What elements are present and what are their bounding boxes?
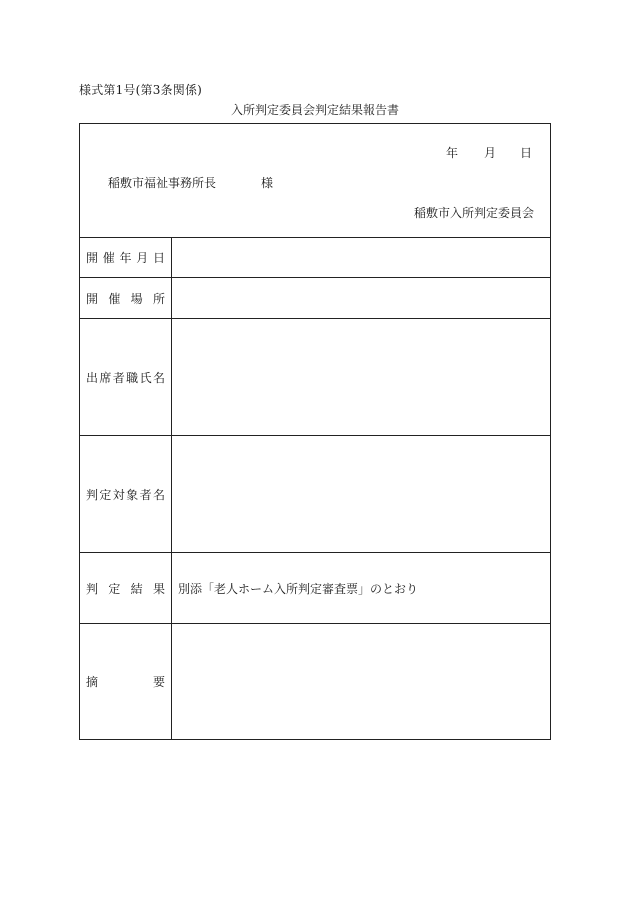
meeting-place-field[interactable] — [172, 278, 550, 318]
summary-label — [80, 624, 172, 739]
label-char: 名 — [152, 370, 165, 385]
label-char: 定 — [99, 487, 112, 502]
label-char: 催 — [102, 250, 115, 265]
label-char: 出 — [86, 370, 99, 385]
label-char: 開 — [86, 291, 99, 306]
label-char: 名 — [152, 487, 165, 502]
label-char: 要 — [152, 675, 165, 689]
label-char: 者 — [112, 370, 125, 385]
label-char: 摘 — [86, 675, 99, 689]
attendees-field[interactable] — [172, 319, 550, 435]
report-form-table — [79, 123, 551, 740]
label-char: 所 — [152, 291, 165, 306]
report-date-line — [446, 144, 532, 161]
label-char: 判 — [86, 487, 99, 502]
date-year-label: 年 — [446, 146, 459, 160]
subjects-field[interactable] — [172, 436, 550, 552]
meeting-place-label — [80, 278, 172, 318]
label-char: 象 — [126, 487, 139, 502]
label-char: 者 — [139, 487, 152, 502]
label-char: 日 — [152, 250, 165, 265]
label-char: 氏 — [139, 370, 152, 385]
label-char: 職 — [126, 370, 139, 385]
row-summary — [80, 624, 550, 739]
label-char: 催 — [108, 291, 121, 306]
result-label — [80, 553, 172, 623]
addressee-honorific: 様 — [261, 176, 274, 190]
label-char: 対 — [112, 487, 125, 502]
attendees-label — [80, 319, 172, 435]
result-field[interactable]: 別添「老人ホーム入所判定審査票」のとおり — [178, 581, 419, 596]
label-char: 定 — [108, 581, 121, 596]
form-number: 様式第1号(第3条関係) — [79, 83, 203, 97]
label-char: 場 — [130, 291, 143, 306]
row-result — [80, 553, 550, 624]
row-subjects — [80, 436, 550, 553]
row-meeting-place — [80, 278, 550, 319]
row-attendees — [80, 319, 550, 436]
sender-committee: 稲敷市入所判定委員会 — [413, 206, 534, 220]
row-meeting-date — [80, 237, 550, 278]
subjects-label — [80, 436, 172, 552]
date-month-label: 月 — [484, 146, 497, 160]
label-char: 判 — [86, 581, 99, 596]
date-day-label: 日 — [520, 146, 533, 160]
label-char: 開 — [86, 250, 99, 265]
addressee-name: 稲敷市福祉事務所長 — [108, 176, 217, 190]
summary-field[interactable] — [172, 624, 550, 739]
label-char: 果 — [152, 581, 165, 596]
meeting-date-label — [80, 237, 172, 277]
label-char: 月 — [136, 250, 149, 265]
label-char: 席 — [99, 370, 112, 385]
label-char: 年 — [119, 250, 132, 265]
meeting-date-field[interactable] — [172, 237, 550, 277]
document-title: 入所判定委員会判定結果報告書 — [230, 103, 399, 117]
label-char: 結 — [130, 581, 143, 596]
report-header-cell — [80, 124, 550, 238]
